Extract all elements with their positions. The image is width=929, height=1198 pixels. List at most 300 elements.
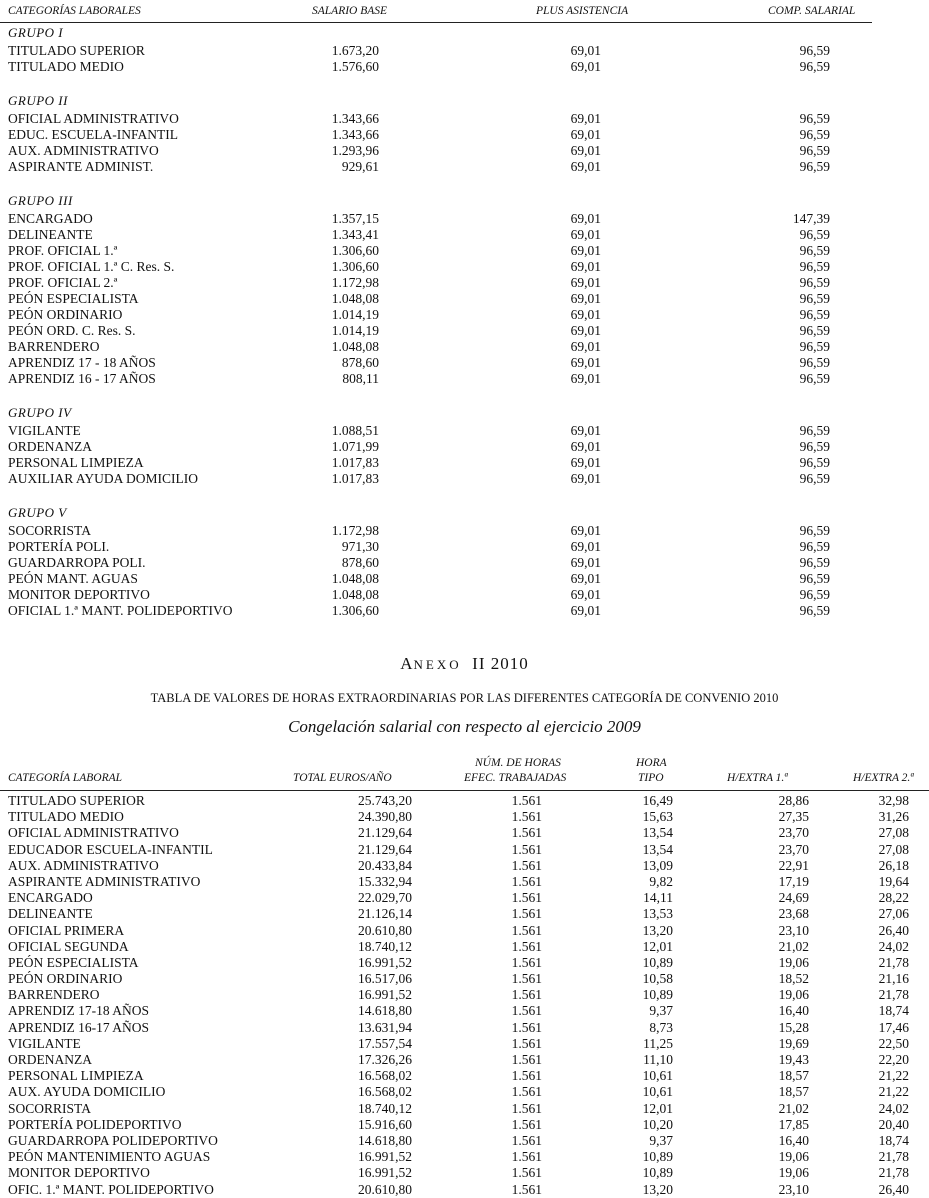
table-row	[0, 127, 929, 143]
group-title	[0, 91, 929, 111]
comp-salarial: 96,59	[799, 423, 830, 438]
plus-asistencia: 69,01	[570, 471, 601, 486]
num-horas: 1.561	[511, 906, 542, 922]
category-name: AUX. AYUDA DOMICILIO	[8, 1084, 166, 1100]
total-euros: 15.332,94	[358, 873, 412, 889]
header-comp-salarial: COMP. SALARIAL	[768, 5, 856, 17]
comp-salarial: 96,59	[799, 571, 830, 586]
plus-asistencia: 69,01	[570, 227, 601, 242]
table-row	[0, 571, 929, 587]
extra-1: 23,68	[778, 906, 809, 922]
salario-base: 1.048,08	[331, 339, 379, 354]
plus-asistencia: 69,01	[570, 323, 601, 338]
hora-tipo: 15,63	[642, 809, 673, 825]
category-name: APRENDIZ 16 - 17 AÑOS	[8, 371, 156, 386]
total-euros: 18.740,12	[358, 1100, 412, 1116]
category-name: EDUCADOR ESCUELA-INFANTIL	[8, 841, 213, 857]
plus-asistencia: 69,01	[570, 59, 601, 74]
header-salario-base: SALARIO BASE	[312, 5, 388, 17]
total-euros: 16.991,52	[358, 987, 412, 1003]
table-row	[0, 291, 929, 307]
extra-2: 18,74	[878, 1003, 909, 1019]
table-row	[0, 259, 929, 275]
category-name: PEÓN ESPECIALISTA	[8, 291, 139, 306]
category-name: DELINEANTE	[8, 906, 93, 922]
comp-salarial: 96,59	[799, 587, 830, 602]
group-title-text: GRUPO III	[8, 193, 73, 208]
category-name: TITULADO SUPERIOR	[8, 793, 145, 808]
category-name: BARRENDERO	[8, 987, 100, 1003]
extra-2: 21,78	[878, 954, 909, 970]
hora-tipo: 13,20	[642, 1181, 673, 1197]
plus-asistencia: 69,01	[570, 371, 601, 386]
comp-salarial: 96,59	[799, 439, 830, 454]
table-row	[0, 355, 929, 371]
extra-1: 19,06	[778, 987, 809, 1003]
category-name: PEÓN ORDINARIO	[8, 971, 123, 987]
category-name: GUARDARROPA POLI.	[8, 555, 146, 570]
salario-base: 1.306,60	[331, 259, 379, 274]
category-name: OFICIAL PRIMERA	[8, 922, 125, 938]
num-horas: 1.561	[511, 841, 542, 857]
num-horas: 1.561	[511, 873, 542, 889]
salario-base: 1.306,60	[331, 603, 379, 618]
category-name: PORTERÍA POLI.	[8, 539, 110, 554]
plus-asistencia: 69,01	[570, 259, 601, 274]
group-title-text: GRUPO I	[8, 25, 64, 40]
total-euros: 16.991,52	[358, 954, 412, 970]
group-spacer	[0, 387, 929, 403]
extra-2: 22,50	[878, 1035, 909, 1051]
category-name: VIGILANTE	[8, 423, 81, 438]
extra-1: 19,06	[778, 954, 809, 970]
category-name: AUX. ADMINISTRATIVO	[8, 857, 159, 873]
total-euros: 25.743,20	[358, 793, 412, 808]
salario-base: 1.071,99	[331, 439, 379, 454]
category-name: OFICIAL SEGUNDA	[8, 938, 129, 954]
table-row	[0, 874, 929, 890]
category-name: BARRENDERO	[8, 339, 100, 354]
table-row	[0, 243, 929, 259]
category-name: PORTERÍA POLIDEPORTIVO	[8, 1116, 182, 1132]
num-horas: 1.561	[511, 1132, 542, 1148]
comp-salarial: 96,59	[799, 555, 830, 570]
extra-1: 19,06	[778, 1149, 809, 1165]
category-name: AUXILIAR AYUDA DOMICILIO	[8, 471, 198, 486]
header-extra-2: H/EXTRA 2.ª	[853, 772, 914, 784]
table-row	[0, 555, 929, 571]
overtime-table	[0, 755, 929, 1198]
comp-salarial: 96,59	[799, 275, 830, 290]
plus-asistencia: 69,01	[570, 143, 601, 158]
category-name: ORDENANZA	[8, 439, 92, 454]
category-name: MONITOR DEPORTIVO	[8, 1165, 150, 1181]
num-horas: 1.561	[511, 954, 542, 970]
comp-salarial: 96,59	[799, 111, 830, 126]
extra-1: 16,40	[778, 1132, 809, 1148]
total-euros: 24.390,80	[358, 809, 412, 825]
num-horas: 1.561	[511, 793, 542, 808]
extra-2: 24,02	[878, 938, 909, 954]
num-horas: 1.561	[511, 1149, 542, 1165]
num-horas: 1.561	[511, 971, 542, 987]
extra-2: 21,78	[878, 1149, 909, 1165]
plus-asistencia: 69,01	[570, 571, 601, 586]
table-row	[0, 211, 929, 227]
num-horas: 1.561	[511, 1068, 542, 1084]
hora-tipo: 10,89	[642, 1165, 673, 1181]
plus-asistencia: 69,01	[570, 111, 601, 126]
table-row	[0, 371, 929, 387]
comp-salarial: 96,59	[799, 59, 830, 74]
num-horas: 1.561	[511, 1165, 542, 1181]
extra-2: 21,78	[878, 987, 909, 1003]
extra-2: 26,40	[878, 922, 909, 938]
total-euros: 16.568,02	[358, 1068, 412, 1084]
table-row	[0, 1003, 929, 1019]
header-tipo: TIPO	[638, 772, 664, 784]
table-row	[0, 825, 929, 841]
hora-tipo: 10,61	[642, 1068, 673, 1084]
plus-asistencia: 69,01	[570, 603, 601, 618]
total-euros: 21.129,64	[358, 825, 412, 841]
extra-1: 28,86	[778, 793, 809, 808]
extra-1: 21,02	[778, 1100, 809, 1116]
category-name: ASPIRANTE ADMINISTRATIVO	[8, 873, 201, 889]
table-row	[0, 455, 929, 471]
comp-salarial: 147,39	[792, 211, 830, 226]
table-row	[0, 111, 929, 127]
table-row	[0, 939, 929, 955]
plus-asistencia: 69,01	[570, 439, 601, 454]
table-row	[0, 1068, 929, 1084]
extra-1: 23,70	[778, 825, 809, 841]
comp-salarial: 96,59	[799, 371, 830, 386]
table-row	[0, 1101, 929, 1117]
extra-1: 23,10	[778, 1181, 809, 1197]
hora-tipo: 13,53	[642, 906, 673, 922]
salario-base: 1.343,41	[331, 227, 379, 242]
salario-base: 878,60	[341, 555, 379, 570]
group-title-text: GRUPO V	[8, 505, 67, 520]
total-euros: 16.991,52	[358, 1149, 412, 1165]
salary-table-body	[0, 23, 929, 619]
extra-2: 26,40	[878, 1181, 909, 1197]
hora-tipo: 8,73	[649, 1019, 673, 1035]
comp-salarial: 96,59	[799, 539, 830, 554]
plus-asistencia: 69,01	[570, 455, 601, 470]
category-name: OFICIAL ADMINISTRATIVO	[8, 825, 179, 841]
extra-1: 16,40	[778, 1003, 809, 1019]
hora-tipo: 13,54	[642, 841, 673, 857]
salario-base: 1.048,08	[331, 587, 379, 602]
table-row	[0, 809, 929, 825]
plus-asistencia: 69,01	[570, 291, 601, 306]
table-row	[0, 323, 929, 339]
category-name: ORDENANZA	[8, 1052, 92, 1067]
num-horas: 1.561	[511, 1003, 542, 1019]
total-euros: 20.610,80	[358, 1181, 412, 1197]
comp-salarial: 96,59	[799, 339, 830, 354]
plus-asistencia: 69,01	[570, 587, 601, 602]
table-row	[0, 471, 929, 487]
table-row	[0, 1133, 929, 1149]
salario-base: 1.014,19	[331, 323, 379, 338]
comp-salarial: 96,59	[799, 455, 830, 470]
hora-tipo: 9,82	[649, 873, 673, 889]
extra-1: 19,06	[778, 1165, 809, 1181]
category-name: OFICIAL 1.ª MANT. POLIDEPORTIVO	[8, 603, 233, 618]
total-euros: 17.557,54	[358, 1035, 412, 1051]
overtime-table-body	[0, 791, 929, 1198]
salario-base: 878,60	[341, 355, 379, 370]
num-horas: 1.561	[511, 857, 542, 873]
num-horas: 1.561	[511, 1019, 542, 1035]
comp-salarial: 96,59	[799, 243, 830, 258]
plus-asistencia: 69,01	[570, 159, 601, 174]
extra-1: 19,43	[778, 1052, 809, 1067]
salario-base: 1.048,08	[331, 571, 379, 586]
table-row	[0, 1149, 929, 1165]
total-euros: 16.517,06	[358, 971, 412, 987]
table-row	[0, 43, 929, 59]
total-euros: 14.618,80	[358, 1003, 412, 1019]
category-name: ENCARGADO	[8, 890, 93, 906]
extra-2: 21,78	[878, 1165, 909, 1181]
anexo-label-rest: NEXO	[413, 657, 462, 672]
salario-base: 1.306,60	[331, 243, 379, 258]
plus-asistencia: 69,01	[570, 539, 601, 554]
overtime-table-header	[0, 755, 929, 791]
total-euros: 13.631,94	[358, 1019, 412, 1035]
table-row	[0, 439, 929, 455]
comp-salarial: 96,59	[799, 323, 830, 338]
table-row	[0, 1020, 929, 1036]
header-plus-asistencia: PLUS ASISTENCIA	[536, 5, 629, 17]
salario-base: 1.048,08	[331, 291, 379, 306]
table-row	[0, 307, 929, 323]
hora-tipo: 10,61	[642, 1084, 673, 1100]
comp-salarial: 96,59	[799, 127, 830, 142]
hora-tipo: 16,49	[642, 793, 673, 808]
salario-base: 1.576,60	[331, 59, 379, 74]
total-euros: 15.916,60	[358, 1116, 412, 1132]
table-row	[0, 1165, 929, 1181]
plus-asistencia: 69,01	[570, 555, 601, 570]
extra-1: 18,52	[778, 971, 809, 987]
hora-tipo: 11,10	[643, 1052, 673, 1067]
extra-2: 24,02	[878, 1100, 909, 1116]
num-horas: 1.561	[511, 890, 542, 906]
total-euros: 16.991,52	[358, 1165, 412, 1181]
hora-tipo: 9,37	[649, 1132, 673, 1148]
plus-asistencia: 69,01	[570, 275, 601, 290]
extra-1: 18,57	[778, 1068, 809, 1084]
category-name: PERSONAL LIMPIEZA	[8, 1068, 144, 1084]
table-row	[0, 227, 929, 243]
salario-base: 1.088,51	[331, 423, 379, 438]
num-horas: 1.561	[511, 1100, 542, 1116]
comp-salarial: 96,59	[799, 43, 830, 58]
table-row	[0, 1036, 929, 1052]
table-row	[0, 987, 929, 1003]
extra-1: 23,70	[778, 841, 809, 857]
category-name: GUARDARROPA POLIDEPORTIVO	[8, 1132, 218, 1148]
header-categoria-laboral: CATEGORÍA LABORAL	[8, 772, 123, 784]
hora-tipo: 14,11	[643, 890, 673, 906]
category-name: PERSONAL LIMPIEZA	[8, 455, 144, 470]
extra-2: 27,08	[878, 841, 909, 857]
table-row	[0, 59, 929, 75]
total-euros: 20.610,80	[358, 922, 412, 938]
hora-tipo: 10,89	[642, 1149, 673, 1165]
extra-1: 18,57	[778, 1084, 809, 1100]
salario-base: 1.017,83	[331, 471, 379, 486]
salario-base: 1.172,98	[331, 275, 379, 290]
extra-2: 31,26	[878, 809, 909, 825]
num-horas: 1.561	[511, 825, 542, 841]
salario-base: 929,61	[341, 159, 379, 174]
comp-salarial: 96,59	[799, 355, 830, 370]
anexo-subtitle: TABLA DE VALORES DE HORAS EXTRAORDINARIAS POR LAS DIFERENTES CATEGORÍA DE CONVENIO 2010	[150, 691, 779, 705]
group-title	[0, 23, 929, 43]
extra-2: 22,20	[878, 1052, 909, 1067]
header-num-horas: NÚM. DE HORAS	[475, 757, 561, 769]
header-total-euros: TOTAL EUROS/AÑO	[293, 772, 392, 784]
total-euros: 20.433,84	[358, 857, 412, 873]
extra-2: 27,08	[878, 825, 909, 841]
category-name: VIGILANTE	[8, 1035, 81, 1051]
table-row	[0, 1052, 929, 1068]
anexo-note: Congelación salarial con respecto al ejercicio 2009	[288, 717, 641, 736]
table-row	[0, 955, 929, 971]
hora-tipo: 13,09	[642, 857, 673, 873]
comp-salarial: 96,59	[799, 259, 830, 274]
category-name: PROF. OFICIAL 1.ª C. Res. S.	[8, 259, 175, 274]
hora-tipo: 13,54	[642, 825, 673, 841]
anexo-label-tail: II 2010	[472, 654, 529, 673]
extra-2: 19,64	[878, 873, 909, 889]
plus-asistencia: 69,01	[570, 127, 601, 142]
table-row	[0, 275, 929, 291]
total-euros: 21.129,64	[358, 841, 412, 857]
salario-base: 1.673,20	[331, 43, 379, 58]
extra-1: 22,91	[778, 857, 809, 873]
hora-tipo: 12,01	[642, 938, 673, 954]
total-euros: 22.029,70	[358, 890, 412, 906]
category-name: PEÓN ESPECIALISTA	[8, 954, 139, 970]
num-horas: 1.561	[511, 1084, 542, 1100]
plus-asistencia: 69,01	[570, 339, 601, 354]
category-name: PROF. OFICIAL 2.ª	[8, 275, 118, 290]
extra-1: 19,69	[778, 1035, 809, 1051]
num-horas: 1.561	[511, 987, 542, 1003]
extra-2: 21,16	[878, 971, 909, 987]
plus-asistencia: 69,01	[570, 307, 601, 322]
salario-base: 1.343,66	[331, 127, 379, 142]
category-name: SOCORRISTA	[8, 523, 91, 538]
table-row	[0, 587, 929, 603]
category-name: SOCORRISTA	[8, 1100, 91, 1116]
category-name: APRENDIZ 16-17 AÑOS	[8, 1019, 150, 1035]
table-row	[0, 971, 929, 987]
table-row	[0, 906, 929, 922]
comp-salarial: 96,59	[799, 227, 830, 242]
category-name: ASPIRANTE ADMINIST.	[8, 159, 154, 174]
salario-base: 971,30	[341, 539, 379, 554]
comp-salarial: 96,59	[799, 523, 830, 538]
header-hora: HORA	[636, 757, 667, 769]
category-name: MONITOR DEPORTIVO	[8, 587, 150, 602]
extra-1: 17,19	[778, 873, 809, 889]
category-name: APRENDIZ 17-18 AÑOS	[8, 1003, 150, 1019]
total-euros: 18.740,12	[358, 938, 412, 954]
extra-1: 21,02	[778, 938, 809, 954]
plus-asistencia: 69,01	[570, 423, 601, 438]
table-row	[0, 842, 929, 858]
table-row	[0, 1117, 929, 1133]
salario-base: 1.017,83	[331, 455, 379, 470]
category-name: PROF. OFICIAL 1.ª	[8, 243, 118, 258]
group-title-text: GRUPO II	[8, 93, 68, 108]
extra-1: 23,10	[778, 922, 809, 938]
table-row	[0, 603, 929, 619]
category-name: PEÓN MANT. AGUAS	[8, 571, 138, 586]
num-horas: 1.561	[511, 938, 542, 954]
extra-2: 17,46	[878, 1019, 909, 1035]
category-name: OFIC. 1.ª MANT. POLIDEPORTIVO	[8, 1181, 214, 1197]
hora-tipo: 12,01	[642, 1100, 673, 1116]
category-name: EDUC. ESCUELA-INFANTIL	[8, 127, 178, 142]
salario-base: 1.014,19	[331, 307, 379, 322]
extra-1: 17,85	[778, 1116, 809, 1132]
group-title	[0, 403, 929, 423]
num-horas: 1.561	[511, 922, 542, 938]
comp-salarial: 96,59	[799, 291, 830, 306]
group-title	[0, 191, 929, 211]
header-efec-trabajadas: EFEC. TRABAJADAS	[464, 772, 567, 784]
num-horas: 1.561	[511, 1116, 542, 1132]
group-spacer	[0, 175, 929, 191]
group-title-text: GRUPO IV	[8, 405, 72, 420]
extra-2: 26,18	[878, 857, 909, 873]
extra-2: 32,98	[878, 793, 909, 808]
extra-1: 24,69	[778, 890, 809, 906]
total-euros: 14.618,80	[358, 1132, 412, 1148]
salary-table-header	[0, 0, 872, 23]
category-name: APRENDIZ 17 - 18 AÑOS	[8, 355, 156, 370]
hora-tipo: 11,25	[643, 1035, 673, 1051]
header-extra-1: H/EXTRA 1.ª	[727, 772, 788, 784]
category-name: TITULADO MEDIO	[8, 59, 124, 74]
salario-base: 1.357,15	[331, 211, 379, 226]
extra-2: 21,22	[878, 1068, 909, 1084]
anexo-heading	[0, 654, 929, 674]
category-name: TITULADO MEDIO	[8, 809, 124, 825]
comp-salarial: 96,59	[799, 307, 830, 322]
extra-2: 18,74	[878, 1132, 909, 1148]
plus-asistencia: 69,01	[570, 43, 601, 58]
category-name: TITULADO SUPERIOR	[8, 43, 145, 58]
table-row	[0, 423, 929, 439]
hora-tipo: 10,89	[642, 954, 673, 970]
hora-tipo: 10,58	[642, 971, 673, 987]
total-euros: 16.568,02	[358, 1084, 412, 1100]
num-horas: 1.561	[511, 1052, 542, 1067]
comp-salarial: 96,59	[799, 159, 830, 174]
category-name: DELINEANTE	[8, 227, 93, 242]
table-row	[0, 793, 929, 809]
